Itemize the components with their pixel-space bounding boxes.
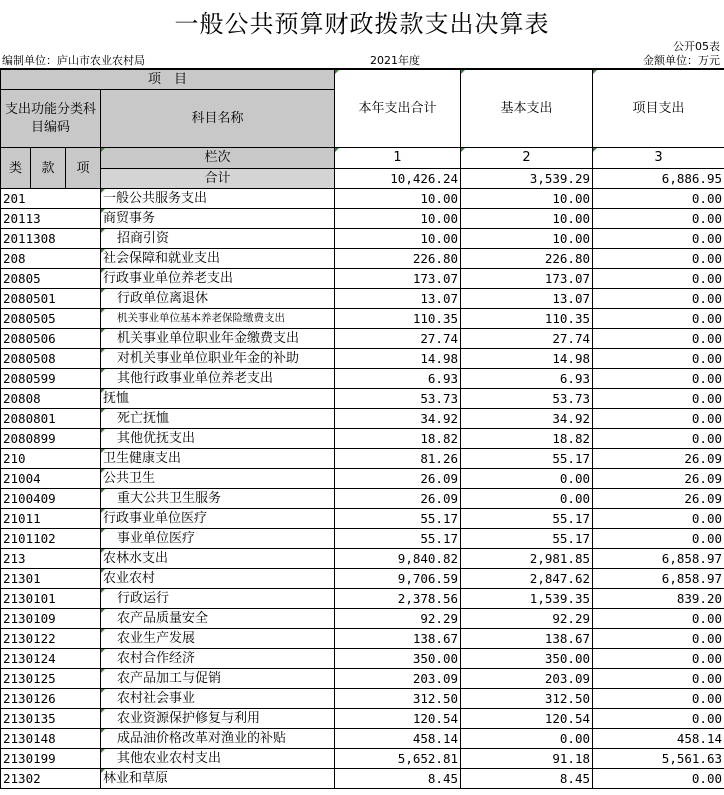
row-project: 458.14 <box>593 729 724 749</box>
row-subject-name: 商贸事务 <box>101 209 335 229</box>
row-project: 0.00 <box>593 289 724 309</box>
row-basic: 27.74 <box>461 329 593 349</box>
row-subject-name: 招商引资 <box>101 229 335 249</box>
row-project: 0.00 <box>593 649 724 669</box>
row-code: 2080501 <box>1 289 101 309</box>
row-basic: 138.67 <box>461 629 593 649</box>
row-basic: 312.50 <box>461 689 593 709</box>
row-basic: 0.00 <box>461 489 593 509</box>
column-number-2: 2 <box>461 148 593 169</box>
total-project: 6,886.95 <box>593 168 724 189</box>
row-basic: 92.29 <box>461 609 593 629</box>
table-row <box>1 509 724 529</box>
row-basic: 350.00 <box>461 649 593 669</box>
row-subject-name: 林业和草原 <box>101 769 335 789</box>
row-basic: 110.35 <box>461 309 593 329</box>
row-total: 226.80 <box>335 249 461 269</box>
row-code: 208 <box>1 249 101 269</box>
row-code: 2100409 <box>1 489 101 509</box>
row-basic: 13.07 <box>461 289 593 309</box>
column-number-3: 3 <box>593 148 724 169</box>
row-project: 0.00 <box>593 629 724 649</box>
row-basic: 91.18 <box>461 749 593 769</box>
row-project: 6,858.97 <box>593 569 724 589</box>
row-code: 2080506 <box>1 329 101 349</box>
table-row <box>1 249 724 269</box>
row-total: 8.45 <box>335 769 461 789</box>
row-code: 201 <box>1 189 101 209</box>
fiscal-year: 2021年度 <box>370 54 420 67</box>
expenditure-table <box>0 69 724 789</box>
table-row <box>1 609 724 629</box>
row-subject-name: 行政运行 <box>101 589 335 609</box>
amount-unit: 金额单位：万元 <box>643 54 720 67</box>
table-row <box>1 409 724 429</box>
header-lei: 类 <box>1 148 31 189</box>
row-total: 2,378.56 <box>335 589 461 609</box>
row-subject-name: 卫生健康支出 <box>101 449 335 469</box>
header-function-code: 支出功能分类科目编码 <box>1 90 101 148</box>
row-subject-name: 农产品加工与促销 <box>101 669 335 689</box>
row-code: 21302 <box>1 769 101 789</box>
row-total: 55.17 <box>335 529 461 549</box>
row-basic: 203.09 <box>461 669 593 689</box>
row-code: 2011308 <box>1 229 101 249</box>
row-total: 14.98 <box>335 349 461 369</box>
table-row <box>1 489 724 509</box>
row-subject-name: 机关事业单位基本养老保险缴费支出 <box>101 309 335 329</box>
row-total: 6.93 <box>335 369 461 389</box>
table-row <box>1 529 724 549</box>
row-total: 458.14 <box>335 729 461 749</box>
row-total: 10.00 <box>335 229 461 249</box>
row-basic: 55.17 <box>461 529 593 549</box>
row-total: 27.74 <box>335 329 461 349</box>
row-code: 210 <box>1 449 101 469</box>
row-project: 0.00 <box>593 509 724 529</box>
row-subject-name: 其他行政事业单位养老支出 <box>101 369 335 389</box>
row-code: 2080505 <box>1 309 101 329</box>
row-basic: 8.45 <box>461 769 593 789</box>
row-code: 2130135 <box>1 709 101 729</box>
row-project: 0.00 <box>593 669 724 689</box>
row-project: 0.00 <box>593 409 724 429</box>
table-row <box>1 269 724 289</box>
row-subject-name: 农村合作经济 <box>101 649 335 669</box>
row-basic: 173.07 <box>461 269 593 289</box>
header-column-number: 栏次 <box>101 148 335 169</box>
row-code: 2130199 <box>1 749 101 769</box>
table-row <box>1 589 724 609</box>
row-total: 13.07 <box>335 289 461 309</box>
table-row <box>1 669 724 689</box>
row-total: 26.09 <box>335 489 461 509</box>
row-total: 92.29 <box>335 609 461 629</box>
row-subject-name: 死亡抚恤 <box>101 409 335 429</box>
row-basic: 6.93 <box>461 369 593 389</box>
table-row <box>1 349 724 369</box>
table-row <box>1 309 724 329</box>
table-row <box>1 749 724 769</box>
total-basic: 3,539.29 <box>461 168 593 189</box>
header-project-expenditure: 项目支出 <box>593 70 724 148</box>
row-subject-name: 农村社会事业 <box>101 689 335 709</box>
row-project: 26.09 <box>593 489 724 509</box>
table-row <box>1 769 724 789</box>
row-basic: 1,539.35 <box>461 589 593 609</box>
row-code: 213 <box>1 549 101 569</box>
table-row <box>1 709 724 729</box>
table-row <box>1 729 724 749</box>
row-project: 6,858.97 <box>593 549 724 569</box>
row-project: 0.00 <box>593 709 724 729</box>
row-code: 2130101 <box>1 589 101 609</box>
header-xiang: 项 <box>66 148 101 189</box>
row-total: 138.67 <box>335 629 461 649</box>
row-subject-name: 农业农村 <box>101 569 335 589</box>
table-row <box>1 569 724 589</box>
row-subject-name: 农业生产发展 <box>101 629 335 649</box>
table-row <box>1 389 724 409</box>
table-header <box>1 70 724 189</box>
total-label: 合计 <box>101 168 335 189</box>
row-project: 839.20 <box>593 589 724 609</box>
row-total: 120.54 <box>335 709 461 729</box>
row-code: 2080508 <box>1 349 101 369</box>
row-total: 18.82 <box>335 429 461 449</box>
table-row <box>1 189 724 209</box>
row-subject-name: 抚恤 <box>101 389 335 409</box>
row-basic: 34.92 <box>461 409 593 429</box>
row-basic: 10.00 <box>461 229 593 249</box>
table-row <box>1 329 724 349</box>
row-basic: 55.17 <box>461 509 593 529</box>
row-subject-name: 农产品质量安全 <box>101 609 335 629</box>
header-basic-expenditure: 基本支出 <box>461 70 593 148</box>
row-code: 2080801 <box>1 409 101 429</box>
row-subject-name: 对机关事业单位职业年金的补助 <box>101 349 335 369</box>
row-code: 2130124 <box>1 649 101 669</box>
row-code: 2130125 <box>1 669 101 689</box>
row-code: 2130148 <box>1 729 101 749</box>
row-code: 21301 <box>1 569 101 589</box>
row-total: 53.73 <box>335 389 461 409</box>
row-subject-name: 成品油价格改革对渔业的补贴 <box>101 729 335 749</box>
row-subject-name: 行政事业单位医疗 <box>101 509 335 529</box>
row-project: 0.00 <box>593 189 724 209</box>
row-project: 0.00 <box>593 209 724 229</box>
row-project: 0.00 <box>593 689 724 709</box>
row-code: 2080899 <box>1 429 101 449</box>
row-basic: 53.73 <box>461 389 593 409</box>
table-row <box>1 229 724 249</box>
row-project: 5,561.63 <box>593 749 724 769</box>
row-project: 0.00 <box>593 429 724 449</box>
row-code: 2130122 <box>1 629 101 649</box>
header-total-expenditure: 本年支出合计 <box>335 70 461 148</box>
row-code: 20808 <box>1 389 101 409</box>
row-code: 20805 <box>1 269 101 289</box>
table-row <box>1 289 724 309</box>
row-total: 9,706.59 <box>335 569 461 589</box>
row-total: 173.07 <box>335 269 461 289</box>
row-project: 26.09 <box>593 449 724 469</box>
row-basic: 18.82 <box>461 429 593 449</box>
row-total: 110.35 <box>335 309 461 329</box>
row-total: 81.26 <box>335 449 461 469</box>
row-subject-name: 行政事业单位养老支出 <box>101 269 335 289</box>
row-total: 10.00 <box>335 189 461 209</box>
row-subject-name: 其他优抚支出 <box>101 429 335 449</box>
row-basic: 2,847.62 <box>461 569 593 589</box>
table-row <box>1 429 724 449</box>
row-code: 2101102 <box>1 529 101 549</box>
total-expenditure: 10,426.24 <box>335 168 461 189</box>
row-total: 5,652.81 <box>335 749 461 769</box>
row-project: 0.00 <box>593 529 724 549</box>
table-row <box>1 469 724 489</box>
row-basic: 226.80 <box>461 249 593 269</box>
row-project: 0.00 <box>593 389 724 409</box>
row-total: 203.09 <box>335 669 461 689</box>
row-basic: 120.54 <box>461 709 593 729</box>
row-code: 2130109 <box>1 609 101 629</box>
row-project: 26.09 <box>593 469 724 489</box>
row-basic: 0.00 <box>461 469 593 489</box>
row-total: 9,840.82 <box>335 549 461 569</box>
row-project: 0.00 <box>593 229 724 249</box>
table-row <box>1 549 724 569</box>
row-total: 350.00 <box>335 649 461 669</box>
row-basic: 0.00 <box>461 729 593 749</box>
row-basic: 10.00 <box>461 189 593 209</box>
table-body <box>1 189 724 789</box>
row-project: 0.00 <box>593 329 724 349</box>
row-project: 0.00 <box>593 369 724 389</box>
row-subject-name: 公共卫生 <box>101 469 335 489</box>
table-row <box>1 209 724 229</box>
row-basic: 10.00 <box>461 209 593 229</box>
row-subject-name: 农林水支出 <box>101 549 335 569</box>
row-total: 34.92 <box>335 409 461 429</box>
row-total: 55.17 <box>335 509 461 529</box>
row-total: 312.50 <box>335 689 461 709</box>
row-total: 10.00 <box>335 209 461 229</box>
header-subject-name: 科目名称 <box>101 90 335 148</box>
table-row <box>1 449 724 469</box>
row-code: 2130126 <box>1 689 101 709</box>
row-basic: 55.17 <box>461 449 593 469</box>
row-subject-name: 其他农业农村支出 <box>101 749 335 769</box>
header-kuan: 款 <box>31 148 66 189</box>
row-subject-name: 机关事业单位职业年金缴费支出 <box>101 329 335 349</box>
row-code: 21004 <box>1 469 101 489</box>
report-title: 一般公共预算财政拨款支出决算表 <box>174 10 550 38</box>
row-subject-name: 事业单位医疗 <box>101 529 335 549</box>
row-subject-name: 一般公共服务支出 <box>101 189 335 209</box>
column-number-1: 1 <box>335 148 461 169</box>
row-project: 0.00 <box>593 609 724 629</box>
table-row <box>1 629 724 649</box>
row-total: 26.09 <box>335 469 461 489</box>
header-item: 项 目 <box>1 70 335 90</box>
form-number: 公开05表 <box>673 40 720 53</box>
row-code: 20113 <box>1 209 101 229</box>
row-subject-name: 社会保障和就业支出 <box>101 249 335 269</box>
row-project: 0.00 <box>593 249 724 269</box>
row-subject-name: 重大公共卫生服务 <box>101 489 335 509</box>
table-row <box>1 369 724 389</box>
row-basic: 2,981.85 <box>461 549 593 569</box>
total-row <box>1 168 724 189</box>
table-row <box>1 689 724 709</box>
row-project: 0.00 <box>593 769 724 789</box>
reporting-unit: 编制单位：庐山市农业农村局 <box>2 54 145 67</box>
table-row <box>1 649 724 669</box>
row-code: 2080599 <box>1 369 101 389</box>
row-basic: 14.98 <box>461 349 593 369</box>
row-project: 0.00 <box>593 269 724 289</box>
row-code: 21011 <box>1 509 101 529</box>
row-subject-name: 行政单位离退休 <box>101 289 335 309</box>
row-project: 0.00 <box>593 349 724 369</box>
row-subject-name: 农业资源保护修复与利用 <box>101 709 335 729</box>
row-project: 0.00 <box>593 309 724 329</box>
